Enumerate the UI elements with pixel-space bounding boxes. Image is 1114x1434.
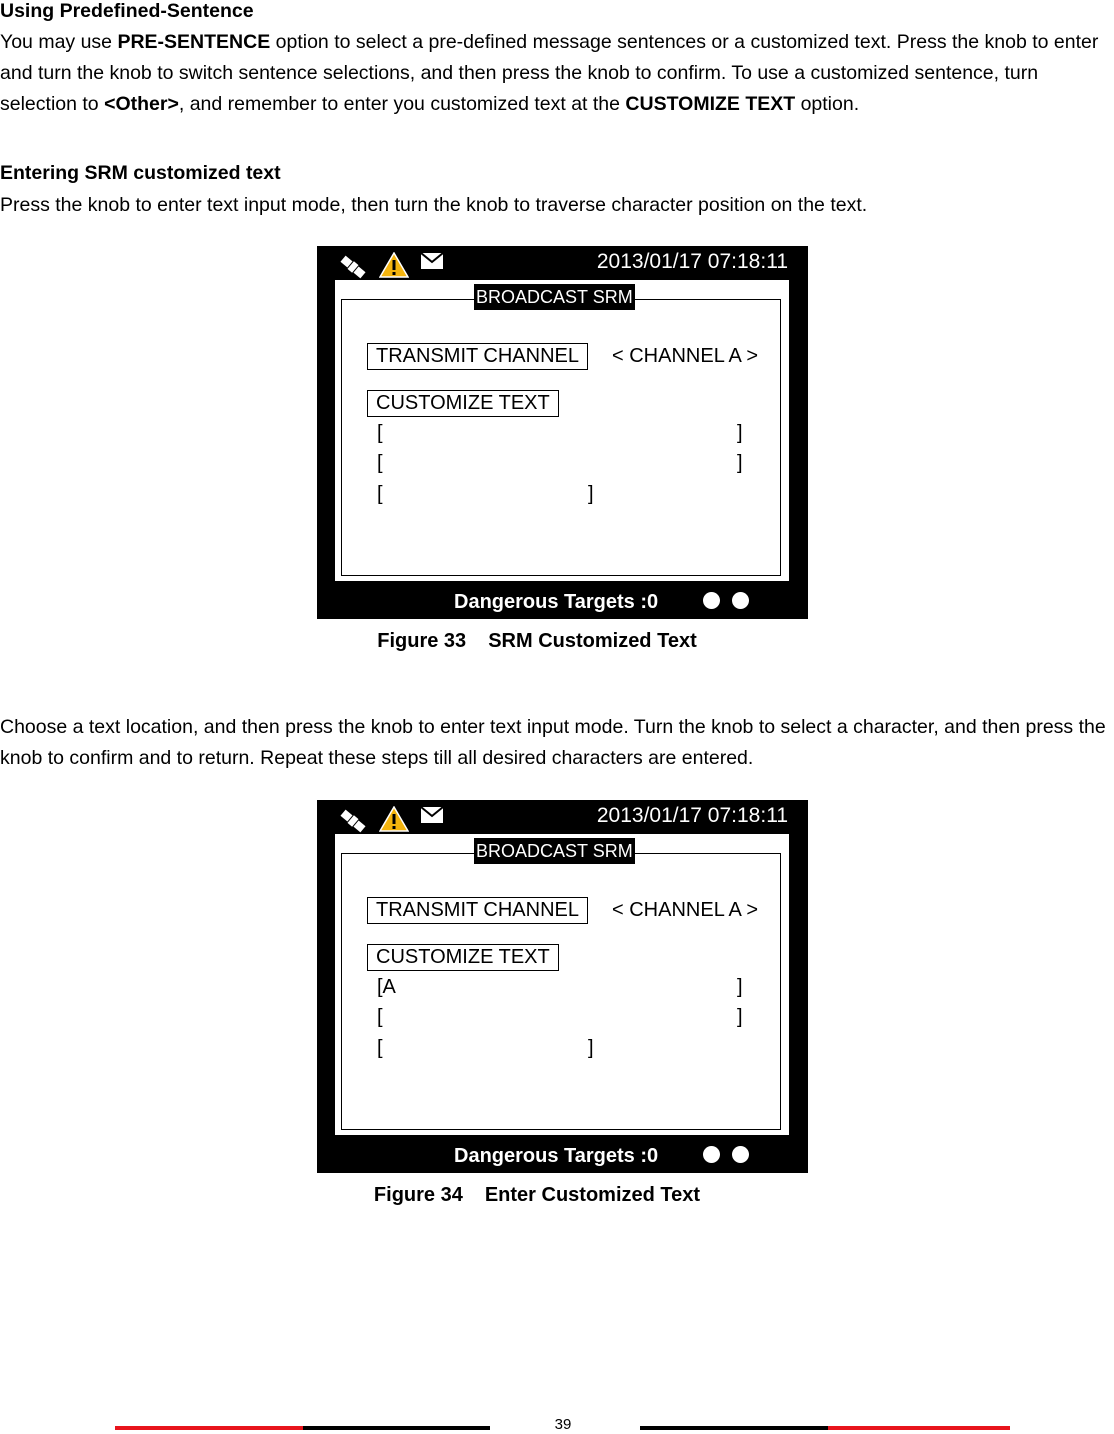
text-line-3-open[interactable]: [ [377, 1037, 383, 1059]
text-line-2-close: ] [737, 1006, 743, 1028]
section-heading-srm-text: Entering SRM customized text [0, 162, 281, 184]
paragraph-srm-text: Press the knob to enter text input mode, then turn the knob to traverse character position on the text. [0, 194, 868, 216]
indicator-dot-right [732, 592, 749, 609]
screen-title: BROADCAST SRM [474, 838, 635, 864]
indicator-dot-right [732, 1146, 749, 1163]
message-icon [420, 806, 444, 824]
satellite-icon [337, 252, 369, 282]
dangerous-targets-status: Dangerous Targets :0 [454, 1145, 659, 1167]
text-line-3-close: ] [588, 483, 594, 505]
section-heading-predefined: Using Predefined-Sentence [0, 0, 254, 22]
device-screen-figure-34 [317, 800, 808, 1173]
datetime-display: 2013/01/17 07:18:11 [596, 804, 788, 827]
figure-33-caption: Figure 33 SRM Customized Text [377, 630, 697, 652]
panel-frame [341, 299, 781, 576]
message-icon [420, 252, 444, 270]
content-panel [335, 834, 789, 1135]
datetime-display: 2013/01/17 07:18:11 [596, 250, 788, 273]
channel-value[interactable]: < CHANNEL A > [612, 899, 758, 921]
warning-icon [379, 252, 409, 278]
footer-rule-black-left [303, 1426, 490, 1430]
text-line-1-open[interactable]: [A [377, 976, 396, 998]
footer-rule-black-right [640, 1426, 828, 1430]
text-line-1-open[interactable]: [ [377, 422, 383, 444]
satellite-icon [337, 806, 369, 836]
device-screen-figure-33 [317, 246, 808, 619]
indicator-dot-left [703, 592, 720, 609]
footer-rule-red-right [828, 1426, 1010, 1430]
screen-title: BROADCAST SRM [474, 284, 635, 310]
transmit-channel-option[interactable]: TRANSMIT CHANNEL [367, 897, 588, 924]
text-line-1-close: ] [737, 976, 743, 998]
channel-value[interactable]: < CHANNEL A > [612, 345, 758, 367]
customize-text-option[interactable]: CUSTOMIZE TEXT [367, 390, 559, 417]
warning-icon [379, 806, 409, 832]
text-line-2-open[interactable]: [ [377, 452, 383, 474]
customize-text-option[interactable]: CUSTOMIZE TEXT [367, 944, 559, 971]
page-number: 39 [554, 1416, 572, 1433]
content-panel [335, 280, 789, 581]
paragraph-enter-text: Choose a text location, and then press the knob to enter text input mode. Turn the knob to select a character, and then press the knob to confirm and to return. Repeat these steps till all desired characters are entered. [0, 716, 1106, 769]
panel-frame [341, 853, 781, 1130]
dangerous-targets-status: Dangerous Targets :0 [454, 591, 659, 613]
transmit-channel-option[interactable]: TRANSMIT CHANNEL [367, 343, 588, 370]
figure-34-caption: Figure 34 Enter Customized Text [373, 1184, 701, 1206]
paragraph-predefined: You may use PRE-SENTENCE option to select a pre-defined message sentences or a customized text. Press the knob to enter and turn the knob to switch sentence selections, and then press the knob to confirm. To use a customized sentence, turn selection to <Other>, and remember to enter you customized text at the CUSTOMIZE TEXT option. [0, 31, 1099, 115]
text-line-1-close: ] [737, 422, 743, 444]
text-line-2-open[interactable]: [ [377, 1006, 383, 1028]
indicator-dot-left [703, 1146, 720, 1163]
footer-rule-red-left [115, 1426, 303, 1430]
text-line-2-close: ] [737, 452, 743, 474]
text-line-3-close: ] [588, 1037, 594, 1059]
text-line-3-open[interactable]: [ [377, 483, 383, 505]
